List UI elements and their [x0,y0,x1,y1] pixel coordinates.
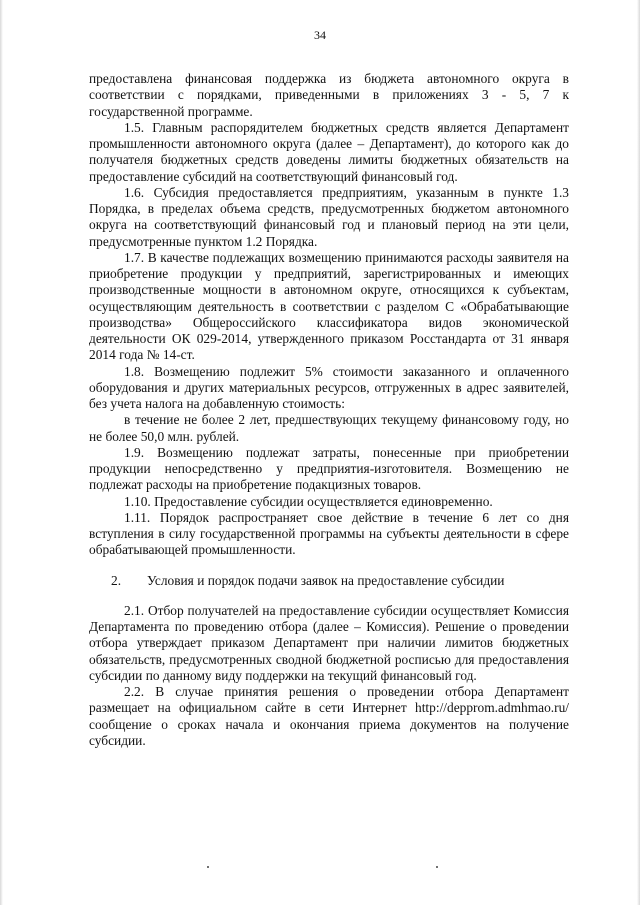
paragraph-1-6: 1.6. Субсидия предоставляется предприятиям, указанным в пункте 1.3 Порядка, в пределах объема средств, предусмотренных бюджетом автономного округа на соответствующий финансовый год и плановый период на эти цели, предусмотренные пунктом 1.2 Порядка. [89,184,569,249]
paragraph-1-10: 1.10. Предоставление субсидии осуществляется единовременно. [124,493,493,509]
paragraph-2-2: 2.2. В случае принятия решения о проведении отбора Департамент размещает на официальном сайте в сети Интернет http://depprom.admhmao.ru/ сообщение о сроках начала и окончания приема документов на получение субсидии. [89,684,569,748]
paragraph-1-8: 1.8. Возмещению подлежит 5% стоимости заказанного и оплаченного оборудования и других материальных ресурсов, отгруженных в адрес заявителей, без учета налога на добавленную стоимость: [89,363,569,411]
paragraph-1-7: 1.7. В качестве подлежащих возмещению принимаются расходы заявителя на приобретение продукции у предприятий, зарегистрированных и имеющих производственные мощности в автономном округе, относящихся к субъектам, осуществляющим деятельность в соответствии с разделом С «Обрабатывающие производства» Общероссийского классификатора видов экономической деятельности ОК 029-2014, утвержденного приказом Росстандарта от 31 января 2014 года № 14-ст. [89,249,569,363]
scan-edge-left [0,0,3,905]
section-2-heading [89,573,569,589]
paragraph-1-5: 1.5. Главным распорядителем бюджетных средств является Департамент промышленности автономного округа (далее – Департамент), до которого как до получателя бюджетных средств доведены лимиты бюджетных обязательств на предоставление субсидий на соответствующий финансовый год. [89,119,569,184]
paragraph-1-9: 1.9. Возмещению подлежат затраты, понесенные при приобретении продукции непосредственно у предприятия-изготовителя. Возмещению не подлежат расходы на приобретение подакцизных товаров. [89,444,569,493]
spacer-after-section-2 [89,589,569,603]
scan-speck [436,866,438,868]
page-number: 34 [314,28,326,42]
document-body [89,71,569,749]
paragraph-1-11: 1.11. Порядок распространяет свое действие в течение 6 лет со дня вступления в силу государственной программы на субъекты деятельности в сфере обрабатывающей промышленности. [89,509,569,558]
paragraph-2-1: 2.1. Отбор получателей на предоставление субсидии осуществляет Комиссия Департамента по проведению отбора (далее – Комиссия). Решение о проведении отбора утверждает приказом Департамент при наличии лимитов бюджетных обязательств, предусмотренных сводной бюджетной росписью для предоставления субсидии по данному виду поддержки на текущий финансовый год. [89,602,569,683]
scan-speck [207,866,209,868]
section-2-title: Условия и порядок подачи заявок на предоставление субсидии [147,572,505,588]
paragraph-1-8-condition: в течение не более 2 лет, предшествующих текущему финансовому году, но не более 50,0 млн. рублей. [89,412,569,444]
section-2-number: 2. [111,572,122,588]
spacer-before-section-2 [89,559,569,573]
paragraph-continuation: предоставлена финансовая поддержка из бюджета автономного округа в соответствии с порядками, приведенными в приложениях 3 - 5, 7 к государственной программе. [89,71,569,119]
